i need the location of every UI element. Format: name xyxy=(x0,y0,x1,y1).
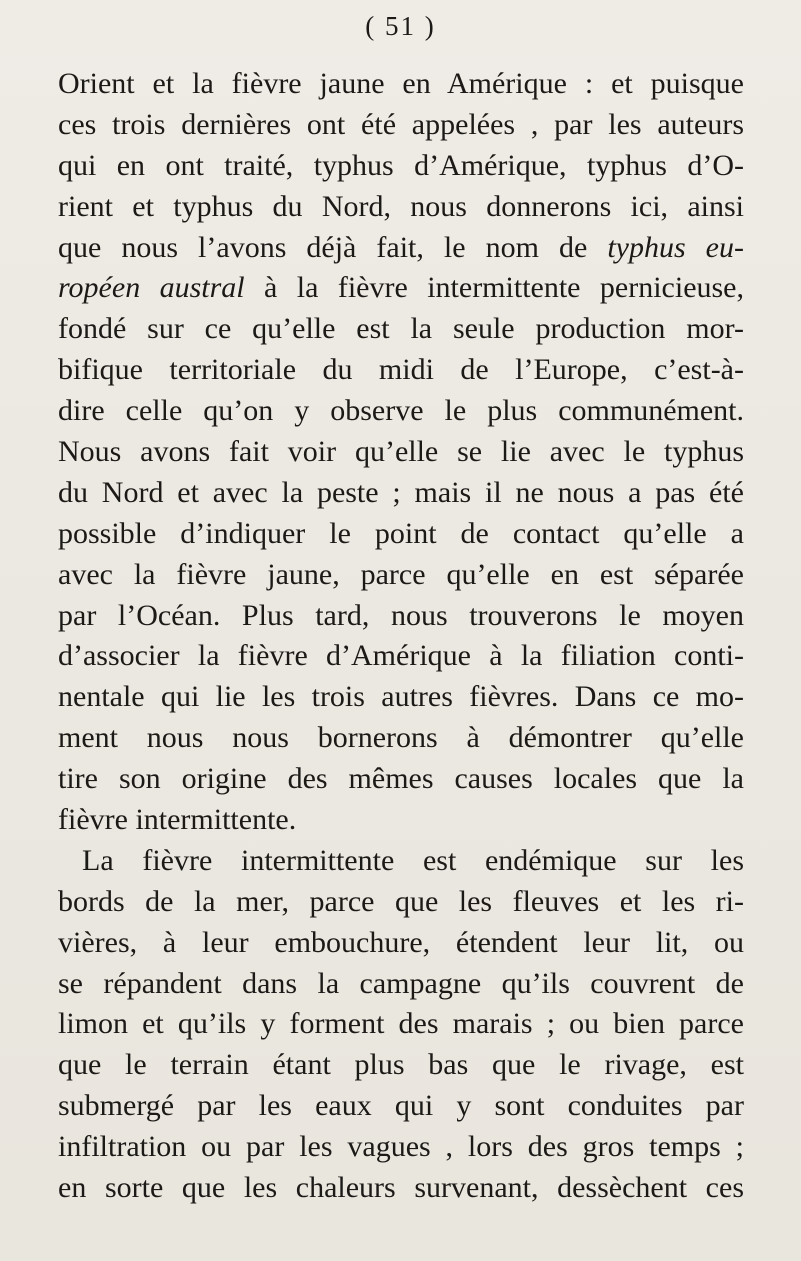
text-line: submergé par les eaux qui y sont conduites par xyxy=(58,1089,744,1123)
text-line: fondé sur ce qu’elle est la seule production mor- xyxy=(58,312,744,346)
text-line: ment nous nous bornerons à démontrer qu’elle xyxy=(58,721,744,755)
text-line: Nous avons fait voir qu’elle se lie avec le typhus xyxy=(58,435,744,469)
text-line: vières, à leur embouchure, étendent leur lit, ou xyxy=(58,925,744,959)
text-line: infiltration ou par les vagues , lors des gros temps ; xyxy=(58,1130,744,1164)
text-line: fièvre intermittente. xyxy=(58,803,297,837)
text-line: bifique territoriale du midi de l’Europe, c’est-à- xyxy=(58,353,744,387)
text-line: se répandent dans la campagne qu’ils couvrent de xyxy=(58,966,744,1000)
text-line: du Nord et avec la peste ; mais il ne nous a pas été xyxy=(58,475,744,509)
text-line: rient et typhus du Nord, nous donnerons ici, ainsi xyxy=(58,189,744,223)
text-line: bords de la mer, parce que les fleuves et les ri- xyxy=(58,884,744,918)
body-text xyxy=(58,64,744,1209)
text-line: nentale qui lie les trois autres fièvres. Dans ce mo- xyxy=(58,680,744,714)
text-line: La fièvre intermittente est endémique sur les xyxy=(82,843,744,877)
text-line xyxy=(58,268,744,309)
text-line: avec la fièvre jaune, parce qu’elle en est séparée xyxy=(58,557,744,591)
text-line: ces trois dernières ont été appelées , par les auteurs xyxy=(58,107,744,141)
text-line xyxy=(58,228,744,269)
italic-term: ropéen austral xyxy=(58,271,245,305)
text-line-start: que nous l’avons déjà fait, le nom de xyxy=(58,230,588,264)
text-line: par l’Océan. Plus tard, nous trouverons le moyen xyxy=(58,598,744,632)
text-line: possible d’indiquer le point de contact qu’elle a xyxy=(58,516,744,550)
text-line: qui en ont traité, typhus d’Amérique, typhus d’O- xyxy=(58,148,744,182)
text-line-end: à la fièvre intermittente pernicieuse, xyxy=(244,271,745,305)
page-number: ( 51 ) xyxy=(365,11,436,41)
paragraph-1 xyxy=(58,64,744,841)
text-line: que le terrain étant plus bas que le rivage, est xyxy=(58,1048,744,1082)
text-line: limon et qu’ils y forment des marais ; ou bien parce xyxy=(58,1007,744,1041)
text-line: en sorte que les chaleurs survenant, dessèchent ces xyxy=(58,1171,744,1205)
italic-term: typhus eu- xyxy=(607,230,744,264)
text-line: d’associer la fièvre d’Amérique à la filiation conti- xyxy=(58,639,744,673)
text-line: Orient et la fièvre jaune en Amérique : et puisque xyxy=(58,67,744,100)
text-line: tire son origine des mêmes causes locales que la xyxy=(58,762,744,796)
text-line: dire celle qu’on y observe le plus communément. xyxy=(58,394,744,428)
paragraph-2 xyxy=(58,841,744,1209)
